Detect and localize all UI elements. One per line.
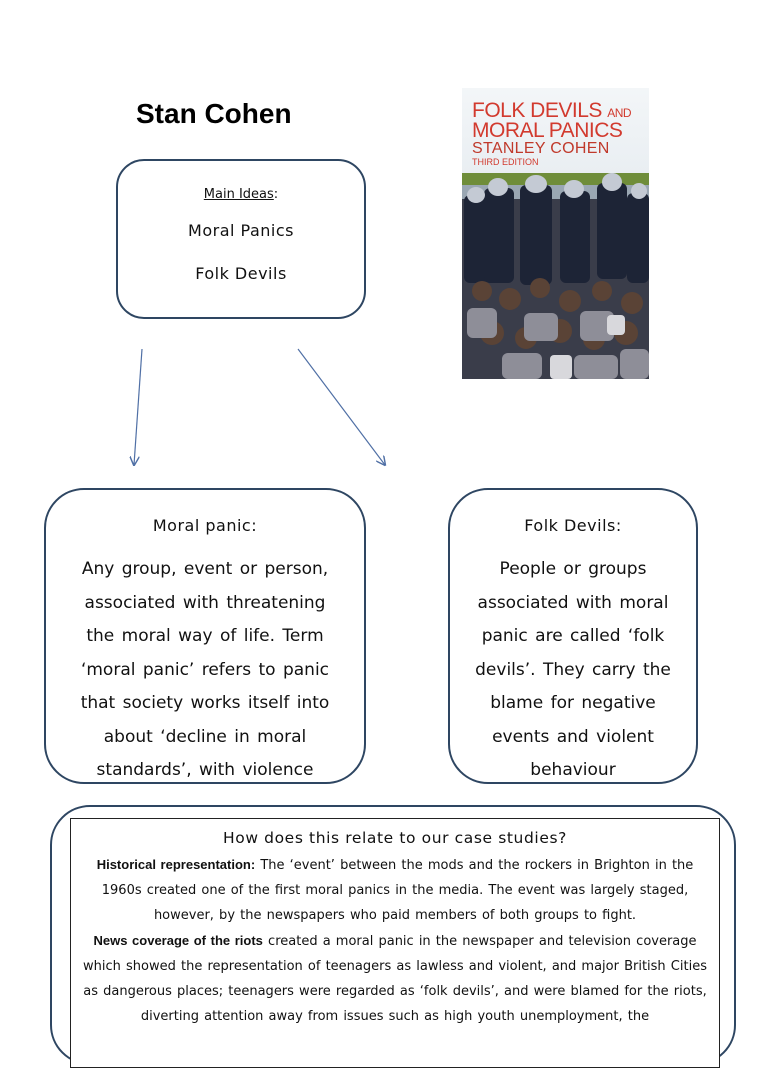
cover-title-and: AND xyxy=(607,106,632,120)
main-idea-folk-devils: Folk Devils xyxy=(195,264,287,283)
cover-photo-illustration xyxy=(462,173,649,379)
moral-panic-heading: Moral panic: xyxy=(152,516,258,535)
book-cover-image xyxy=(462,88,649,379)
moral-panic-definition: Any group, event or person, associated with threatening the moral way of life. Term ‘moral panic’ refers to panic that society works itself into about ‘decline in moral standards’, with violence xyxy=(80,559,330,780)
cover-title-line1: FOLK DEVILS AND xyxy=(472,99,632,122)
news-coverage-lead: News coverage of the riots xyxy=(93,933,263,948)
cover-title-line2: MORAL PANICS xyxy=(472,119,623,142)
historical-representation-lead: Historical representation: xyxy=(96,857,256,872)
folk-devils-heading: Folk Devils: xyxy=(524,516,622,535)
case-studies-box xyxy=(70,818,720,1068)
main-idea-moral-panics: Moral Panics xyxy=(188,221,294,240)
page-title: Stan Cohen xyxy=(136,98,292,129)
historical-representation-text: The ‘event’ between the mods and the rockers in Brighton in the 1960s created one of the first moral panics in the media. The event was largely staged, however, by the newspapers who paid members of both groups to fight. xyxy=(101,858,694,923)
folk-devils-definition: People or groups associated with moral panic are called ‘folk devils’. They carry the blame for negative events and violent behaviour xyxy=(475,559,671,780)
news-coverage-text: created a moral panic in the newspaper and television coverage which showed the representation of teenagers as lawless and violent, and major British Cities as dangerous places; teenagers were regarded as ‘folk devils’, and were blamed for the riots, diverting attention away from issues such as high youth unemployment, the xyxy=(83,934,707,1024)
main-ideas-colon: : xyxy=(273,187,279,202)
moral-panic-card xyxy=(44,488,366,784)
cover-edition: THIRD EDITION xyxy=(472,157,539,167)
main-ideas-label: Main Ideas xyxy=(203,187,274,202)
case-studies-title: How does this relate to our case studies? xyxy=(223,829,567,847)
arrow-to-folk-devils xyxy=(298,349,385,465)
news-coverage-paragraph xyxy=(79,928,711,1029)
main-ideas-caption xyxy=(118,187,364,202)
arrow-to-moral-panic xyxy=(134,349,142,465)
main-ideas-box xyxy=(116,159,366,319)
historical-representation-paragraph xyxy=(79,852,711,928)
cover-author: STANLEY COHEN xyxy=(472,140,610,157)
folk-devils-card xyxy=(448,488,698,784)
